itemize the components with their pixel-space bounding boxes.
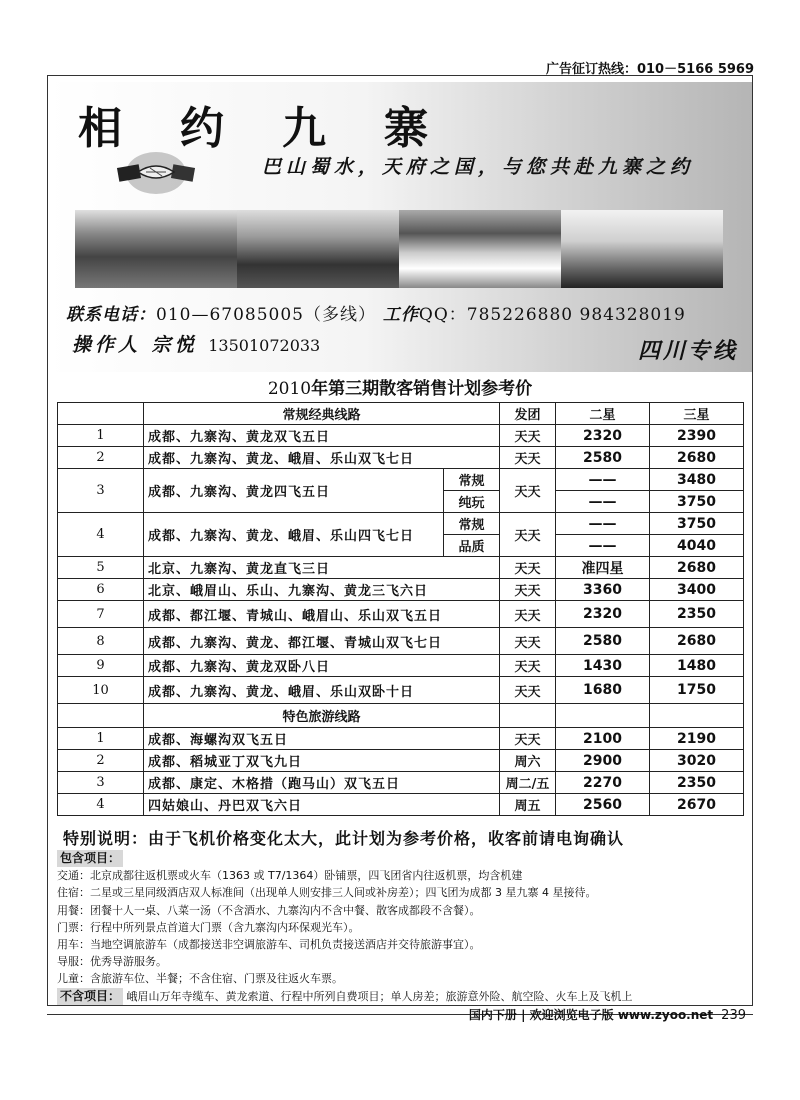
header-route: 常规经典线路 xyxy=(144,403,500,425)
line-name: 四川专线 xyxy=(637,339,738,364)
contact-phone: 010—67085005（多线） xyxy=(156,305,376,325)
table-row: 7 成都、都江堰、青城山、峨眉山、乐山双飞五日 天天 2320 2350 xyxy=(58,601,744,628)
table-row: 品质 —— 4040 xyxy=(58,535,744,557)
table-row: 1 成都、九寨沟、黄龙双飞五日 天天 2320 2390 xyxy=(58,425,744,447)
mountain-village-photo xyxy=(75,210,237,288)
table-row: 1 成都、海螺沟双飞五日 天天 2100 2190 xyxy=(58,728,744,750)
page-number: 239 xyxy=(721,1008,746,1023)
operator-label: 操作人 宗悦 xyxy=(72,334,198,356)
section-special-label: 特色旅游线路 xyxy=(144,704,500,728)
table-row: 4 四姑娘山、丹巴双飞六日 周五 2560 2670 xyxy=(58,794,744,816)
included-heading: 包含项目： xyxy=(57,850,123,867)
table-row: 3 成都、康定、木格措（跑马山）双飞五日 周二/五 2270 2350 xyxy=(58,772,744,794)
included-section xyxy=(57,850,743,1005)
leshan-buddha-photo xyxy=(237,210,399,288)
included-item: 儿童：含旅游车位、半餐；不含住宿、门票及往返火车票。 xyxy=(57,972,343,986)
table-title-year: 2010 xyxy=(267,379,312,399)
table-row: 8 成都、九寨沟、黄龙、都江堰、青城山双飞七日 天天 2580 2680 xyxy=(58,628,744,655)
table-title xyxy=(0,374,800,399)
header-depart: 发团 xyxy=(500,403,556,425)
included-item: 门票：行程中所列景点首道大门票（含九寨沟内环保观光车）。 xyxy=(57,920,360,934)
footer xyxy=(469,1006,746,1023)
header-three-star: 三星 xyxy=(650,403,744,425)
golden-statue-photo xyxy=(561,210,723,288)
excluded-heading: 不含项目： xyxy=(57,988,123,1005)
table-row: 6 北京、峨眉山、乐山、九寨沟、黄龙三飞六日 天天 3360 3400 xyxy=(58,579,744,601)
table-row: 4 成都、九寨沟、黄龙、峨眉、乐山四飞七日 常规 天天 —— 3750 xyxy=(58,513,744,535)
ad-title: 相约九寨 xyxy=(78,103,486,154)
price-table xyxy=(57,402,744,816)
qq-label: QQ： xyxy=(418,305,467,325)
photo-strip xyxy=(75,210,723,288)
operator-line xyxy=(72,330,320,357)
special-note: 特别说明：由于飞机价格变化太大，此计划为参考价格，收客前请电询确认 xyxy=(63,829,625,848)
included-item: 导服：优秀导游服务。 xyxy=(57,955,167,969)
table-title-text: 年第三期散客销售计划参考价 xyxy=(311,379,533,399)
header-no xyxy=(58,403,144,425)
handshake-icon xyxy=(116,150,196,196)
included-item: 住宿：二星或三星同级酒店双人标准间（出现单人则安排三人间或补房差）；四飞团为成都 3 星九寨 4 星接待。 xyxy=(57,886,597,900)
slogan: 巴山蜀水，天府之国，与您共赴九寨之约 xyxy=(262,156,695,178)
ad-hotline: 广告征订热线：010－5166 5969 xyxy=(545,62,754,77)
table-row: 5 北京、九寨沟、黄龙直飞三日 天天 准四星 2680 xyxy=(58,557,744,579)
footer-text: 国内下册 | 欢迎浏览电子版 www.zyoo.net xyxy=(468,1008,714,1022)
operator-phone: 13501072033 xyxy=(208,336,321,355)
jiuzhai-lake-photo xyxy=(399,210,561,288)
table-row: 9 成都、九寨沟、黄龙双卧八日 天天 1430 1480 xyxy=(58,655,744,677)
table-row: 2 成都、九寨沟、黄龙、峨眉、乐山双飞七日 天天 2580 2680 xyxy=(58,447,744,469)
contact-label: 联系电话： xyxy=(66,305,156,325)
table-row: 3 成都、九寨沟、黄龙四飞五日 常规 天天 —— 3480 xyxy=(58,469,744,491)
table-header-row xyxy=(58,403,744,425)
qq-numbers: 785226880 984328019 xyxy=(466,305,686,325)
excluded-text: 峨眉山万年寺缆车、黄龙索道、行程中所列自费项目；单人房差；旅游意外险、航空险、火车上及飞机上 xyxy=(126,989,633,1003)
table-row: 10 成都、九寨沟、黄龙、峨眉、乐山双卧十日 天天 1680 1750 xyxy=(58,677,744,704)
included-item: 用餐：团餐十人一桌、八菜一汤（不含酒水、九寨沟内不含中餐、散客成都段不含餐）。 xyxy=(57,903,481,917)
contact-line xyxy=(66,300,686,325)
work-label: 工作 xyxy=(382,305,419,325)
section-header-row xyxy=(58,704,744,728)
included-item: 用车：当地空调旅游车（成都接送非空调旅游车、司机负责接送酒店并交待旅游事宜）。 xyxy=(57,938,481,952)
header-two-star: 二星 xyxy=(556,403,650,425)
included-item: 交通：北京成都往返机票或火车（1363 或 T7/1364）卧铺票，四飞团省内往返机票，均含机建 xyxy=(57,869,523,883)
table-row: 2 成都、稻城亚丁双飞九日 周六 2900 3020 xyxy=(58,750,744,772)
table-row: 纯玩 —— 3750 xyxy=(58,491,744,513)
